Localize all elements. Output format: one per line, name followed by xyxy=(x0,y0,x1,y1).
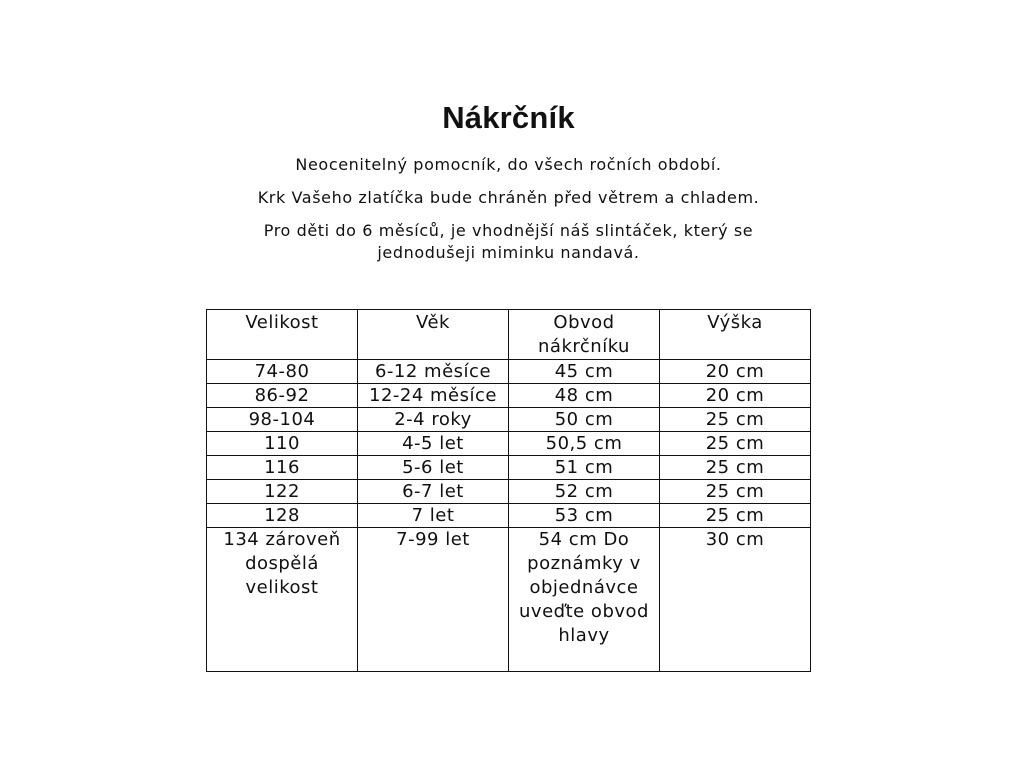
cell-age: 4-5 let xyxy=(358,432,509,456)
cell-size: 110 xyxy=(207,432,358,456)
infant-note-paragraph: Pro děti do 6 měsíců, je vhodnější náš slintáček, který se jednodušeji miminku nandavá. xyxy=(263,221,754,262)
cell-age: 5-6 let xyxy=(358,456,509,480)
cell-size: 128 xyxy=(207,504,358,528)
cell-height: 25 cm xyxy=(660,432,811,456)
cell-height: 20 cm xyxy=(660,360,811,384)
cell-size: 116 xyxy=(207,456,358,480)
table-row xyxy=(207,384,811,408)
cell-height: 25 cm xyxy=(660,504,811,528)
header-cell-height: Výška xyxy=(660,310,811,360)
cell-height: 25 cm xyxy=(660,480,811,504)
cell-size: 98-104 xyxy=(207,408,358,432)
cell-size: 122 xyxy=(207,480,358,504)
cell-height: 25 cm xyxy=(660,408,811,432)
header-row xyxy=(207,310,811,360)
table-row xyxy=(207,408,811,432)
cell-height: 25 cm xyxy=(660,456,811,480)
header-circumference-text: Obvod nákrčníku xyxy=(538,312,630,357)
cell-circumference: 51 cm xyxy=(509,456,660,480)
header-cell-age: Věk xyxy=(358,310,509,360)
size-table-header xyxy=(207,310,811,360)
cell-circumference: 50,5 cm xyxy=(509,432,660,456)
intro-paragraph: Neocenitelný pomocník, do všech ročních období. xyxy=(295,155,722,174)
cell-circumference: 53 cm xyxy=(509,504,660,528)
table-row xyxy=(207,456,811,480)
cell-circumference: 45 cm xyxy=(509,360,660,384)
cell-size-text: 134 zároveň dospělá velikost xyxy=(223,529,341,598)
cell-circumference: 50 cm xyxy=(509,408,660,432)
size-table xyxy=(206,309,811,672)
cell-age: 2-4 roky xyxy=(358,408,509,432)
cell-height: 30 cm xyxy=(660,528,811,672)
cell-age: 12-24 měsíce xyxy=(358,384,509,408)
table-row xyxy=(207,504,811,528)
cell-circumference: 48 cm xyxy=(509,384,660,408)
cell-circumference xyxy=(509,528,660,672)
table-row xyxy=(207,432,811,456)
cell-size: 74-80 xyxy=(207,360,358,384)
table-row xyxy=(207,528,811,672)
cell-age: 7 let xyxy=(358,504,509,528)
header-cell-circumference xyxy=(509,310,660,360)
table-row xyxy=(207,360,811,384)
header-cell-size: Velikost xyxy=(207,310,358,360)
cell-age: 6-12 měsíce xyxy=(358,360,509,384)
cell-height: 20 cm xyxy=(660,384,811,408)
cell-size: 86-92 xyxy=(207,384,358,408)
cell-age: 6-7 let xyxy=(358,480,509,504)
size-table-body xyxy=(207,360,811,672)
protection-paragraph: Krk Vašeho zlatíčka bude chráněn před větrem a chladem. xyxy=(257,188,760,207)
table-row xyxy=(207,480,811,504)
cell-circumference: 52 cm xyxy=(509,480,660,504)
cell-circumference-text: 54 cm Do poznámky v objednávce uveďte obvod hlavy xyxy=(519,529,649,646)
cell-age: 7-99 let xyxy=(358,528,509,672)
page-title: Nákrčník xyxy=(442,100,575,135)
cell-size xyxy=(207,528,358,672)
